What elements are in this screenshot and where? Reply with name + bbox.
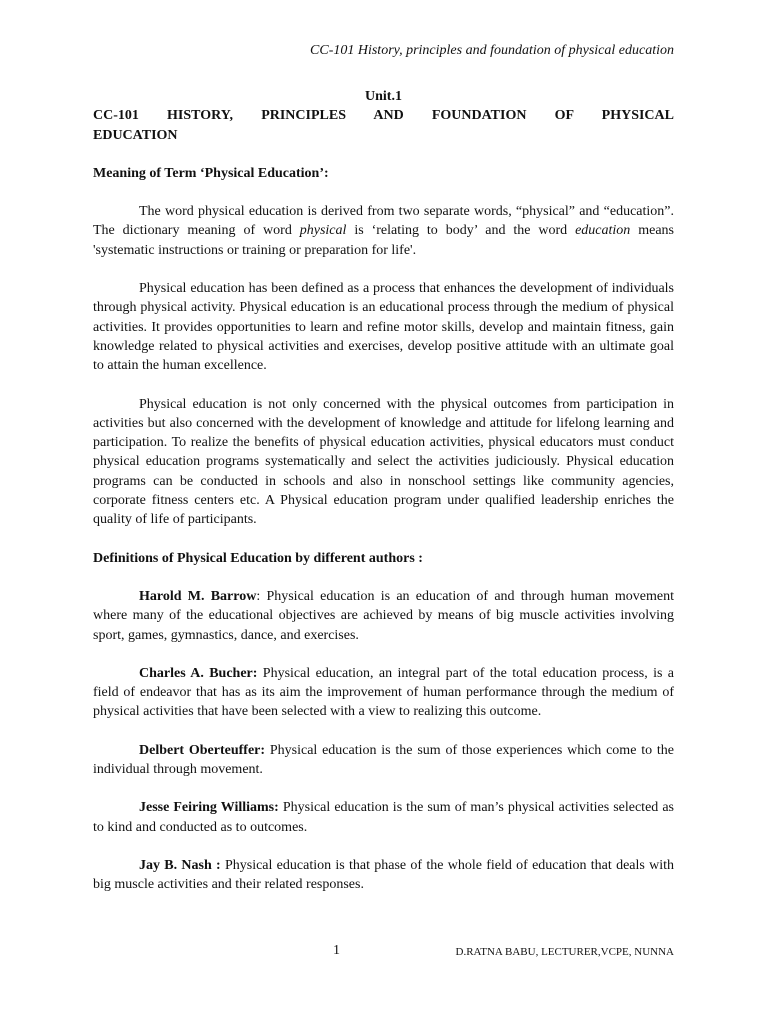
definition-item <box>93 664 674 722</box>
meaning-p1-part-a: The word physical education is derived from two separate words, “physical” and “education”. The dictionary meaning of word <box>93 204 674 239</box>
meaning-paragraph-3: Physical education is not only concerned with the physical outcomes from participation in activities but also concerned with the development of knowledge and attitude for lifelong learning and participation. To realize the benefits of physical education activities, physical educators must conduct physical education programs systematically and select the activities judiciously. Physical education programs can be conducted in schools and also in nonschool settings like community agencies, corporate fitness centers etc. A Physical education program under qualified leadership enriches the quality of life of participants. <box>93 396 674 528</box>
meaning-paragraph-1 <box>93 202 674 260</box>
document-title-line-2: EDUCATION <box>93 127 178 143</box>
meaning-p1-term-education: education <box>575 223 631 239</box>
meaning-paragraph-2: Physical education has been defined as a process that enhances the development of individuals through physical activity. Physical education is an educational process through the medium of physical activities. It provides opportunities to learn and refine motor skills, develop and maintain fitness, gain knowledge related to physical activities and exercises, develop positive attitude with an ultimate goal to attain the human excellence. <box>93 281 674 374</box>
meaning-p1-part-c: is ‘relating to body’ and the word <box>346 223 576 239</box>
definition-author: Harold M. Barrow <box>139 588 257 604</box>
definition-author: Jay B. Nash : <box>139 857 221 873</box>
unit-label: Unit.1 <box>365 89 402 104</box>
meaning-heading: Meaning of Term ‘Physical Education’: <box>93 165 329 181</box>
definition-author: Charles A. Bucher: <box>139 665 258 681</box>
footer-author: D.RATNA BABU, LECTURER,VCPE, NUNNA <box>455 946 674 958</box>
definition-author: Delbert Oberteuffer: <box>139 742 266 758</box>
document-title-line-1: CC-101 HISTORY, PRINCIPLES AND FOUNDATION OF PHYSICAL <box>93 108 674 124</box>
definition-item <box>93 856 674 895</box>
definition-text: Physical education is the sum of man’s physical activities selected as to kind and conducted as to outcomes. <box>93 800 674 835</box>
running-header: CC-101 History, principles and foundation of physical education <box>310 43 674 58</box>
page-number: 1 <box>333 943 340 958</box>
definition-text: Physical education is that phase of the whole field of education that deals with big muscle activities and their related responses. <box>93 857 674 893</box>
meaning-p1-part-e: means 'systematic instructions or training or preparation for life'. <box>93 223 674 258</box>
page-content <box>93 87 674 895</box>
definition-item <box>93 587 674 645</box>
definition-item <box>93 741 674 780</box>
definition-author: Jesse Feiring Williams: <box>139 800 279 816</box>
definitions-heading: Definitions of Physical Education by different authors : <box>93 550 423 566</box>
definition-text: Physical education, an integral part of the total education process, is a field of endeavor that has as its aim the improvement of human performance through the medium of physical activities that have been selected with a view to realizing this outcome. <box>93 665 674 720</box>
definition-item <box>93 798 674 837</box>
definition-text: Physical education is the sum of those experiences which come to the individual through movement. <box>93 742 674 778</box>
meaning-p1-term-physical: physical <box>299 223 347 239</box>
definition-text: : Physical education is an education of and through human movement where many of the educational objectives are achieved by means of big muscle activities involving sport, games, gymnastics, dance, and exercises. <box>93 588 674 643</box>
